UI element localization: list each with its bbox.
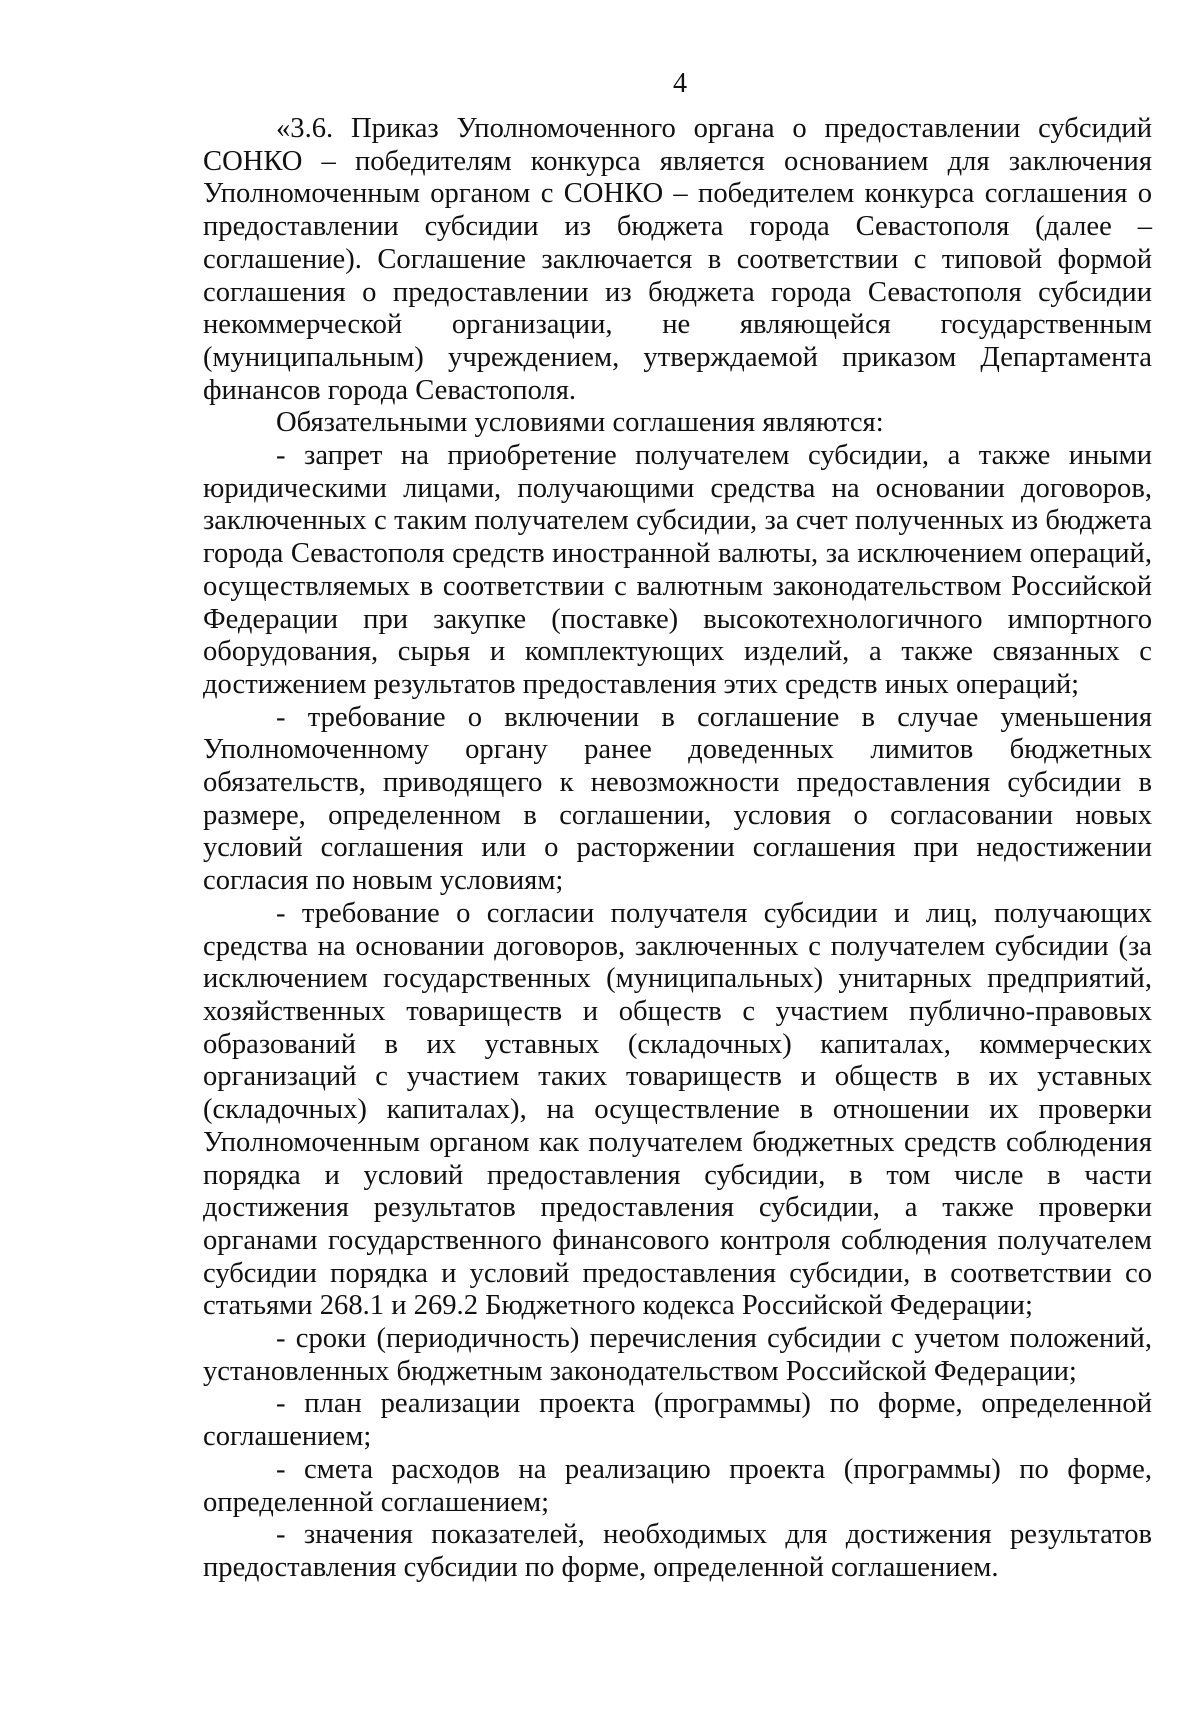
list-item-currency-ban: - запрет на приобретение получателем субсидии, а также иными юридическими лицами, получающими средства на основании договоров, заключенных с таким получателем субсидии, за счет полученных из бюджета города Севастополя средств иностранной валюты, за исключением операций, осуществляемых в соответствии с валютным законодательством Российской Федерации при закупке (поставке) высокотехнологичного импортного оборудования, сырья и комплектующих изделий, а также связанных с достижением результатов предоставления этих средств иных операций; bbox=[203, 440, 1152, 700]
list-item-project-plan: - план реализации проекта (программы) по форме, определенной соглашением; bbox=[203, 1388, 1152, 1453]
list-item-limits-reduction: - требование о включении в соглашение в случае уменьшения Уполномоченному органу ранее доведенных лимитов бюджетных обязательств, приводящего к невозможности предоставления субсидии в размере, определенном в соглашении, условия о согласовании новых условий соглашения или о расторжении соглашения при недостижении согласия по новым условиям; bbox=[203, 701, 1152, 897]
paragraph-conditions-intro: Обязательными условиями соглашения являются: bbox=[276, 407, 884, 439]
list-item-inspection-consent: - требование о согласии получателя субсидии и лиц, получающих средства на основании договоров, заключенных с получателем субсидии (за исключением государственных (муниципальных) унитарных предприятий, хозяйственных товариществ и обществ с участием публично-правовых образований в их уставных (складочных) капиталах, коммерческих организаций с участием таких товариществ и обществ в их уставных (складочных) капиталах), на осуществление в отношении их проверки Уполномоченным органом как получателем бюджетных средств соблюдения порядка и условий предоставления субсидии, в том числе в части достижения результатов предоставления субсидии, а также проверки органами государственного финансового контроля соблюдения получателем субсидии порядка и условий предоставления субсидии, в соответствии со статьями 268.1 и 269.2 Бюджетного кодекса Российской Федерации; bbox=[203, 897, 1152, 1322]
list-item-indicators: - значения показателей, необходимых для достижения результатов предоставления субсидии по форме, определенной соглашением. bbox=[203, 1519, 1152, 1583]
list-item-cost-estimate: - смета расходов на реализацию проекта (программы) по форме, определенной соглашением; bbox=[203, 1453, 1152, 1518]
list-item-transfer-terms: - сроки (периодичность) перечисления субсидии с учетом положений, установленных бюджетным законодательством Российской Федерации; bbox=[203, 1323, 1152, 1387]
document-body bbox=[203, 113, 1152, 1585]
paragraph-3-6: «3.6. Приказ Уполномоченного органа о предоставлении субсидий СОНКО – победителям конкурса является основанием для заключения Уполномоченным органом с СОНКО – победителем конкурса соглашения о предоставлении субсидии из бюджета города Севастополя (далее – соглашение). Соглашение заключается в соответствии с типовой формой соглашения о предоставлении из бюджета города Севастополя субсидии некоммерческой организации, не являющейся государственным (муниципальным) учреждением, утверждаемой приказом Департамента финансов города Севастополя. bbox=[203, 113, 1152, 406]
page-number: 4 bbox=[673, 68, 687, 99]
